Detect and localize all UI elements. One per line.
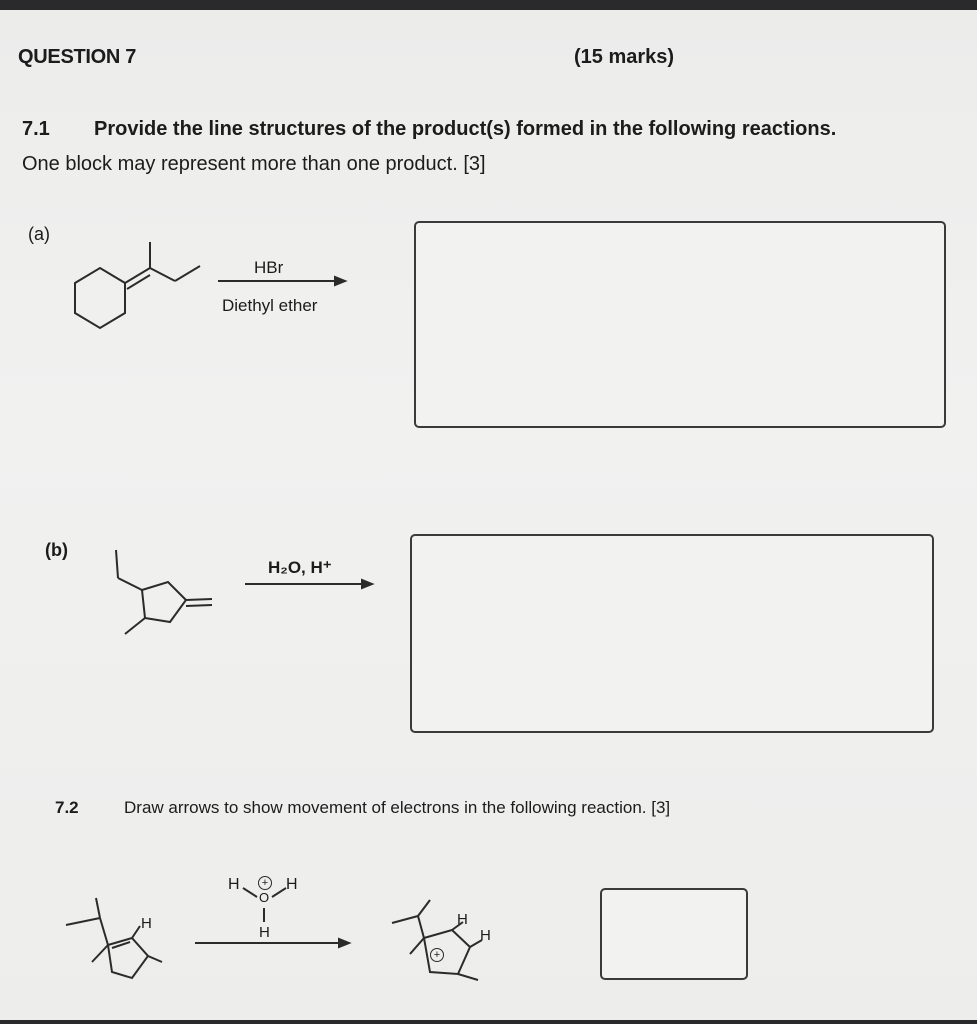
product-h-top: H xyxy=(457,911,468,928)
hydronium-charge-icon: + xyxy=(258,876,272,890)
subquestion-number-7-2: 7.2 xyxy=(55,798,79,817)
worksheet-page xyxy=(0,10,977,1020)
part-a-reagent-bottom: Diethyl ether xyxy=(222,296,318,315)
part-a-reaction-arrow xyxy=(218,277,345,285)
hydronium-bonds xyxy=(243,888,286,922)
reactant-h-label: H xyxy=(141,915,152,932)
subquestion-instruction-7-2: Draw arrows to show movement of electrons in the following reaction. [3] xyxy=(124,798,671,817)
part-b-reactant-structure xyxy=(116,550,212,634)
q7-2-product-structure xyxy=(392,900,482,980)
q7-2-reactant-structure xyxy=(66,898,162,978)
carbocation-charge-icon: + xyxy=(430,948,444,962)
subquestion-number-7-1: 7.1 xyxy=(22,118,50,140)
question-marks: (15 marks) xyxy=(574,46,675,68)
subquestion-instruction-7-1-line2: One block may represent more than one product. [3] xyxy=(22,153,486,175)
part-b-reagent: H₂O, H⁺ xyxy=(268,558,332,577)
part-a-label: (a) xyxy=(28,224,50,244)
product-h-right: H xyxy=(480,927,491,944)
hydronium-oxygen: O xyxy=(259,890,270,905)
part-a-reactant-structure xyxy=(75,242,200,328)
part-b-label: (b) xyxy=(45,540,68,560)
hydronium-h-bottom: H xyxy=(259,924,270,941)
q7-2-reaction-arrow xyxy=(195,939,349,947)
subquestion-instruction-7-1: Provide the line structures of the product(s) formed in the following reactions. xyxy=(94,118,837,140)
part-a-reagent-top: HBr xyxy=(254,258,284,277)
hydronium-h-left: H xyxy=(228,876,240,893)
question-title: QUESTION 7 xyxy=(18,46,137,68)
structure-drawings xyxy=(0,10,977,1020)
part-b-reaction-arrow xyxy=(245,580,372,588)
hydronium-h-right: H xyxy=(286,876,298,893)
